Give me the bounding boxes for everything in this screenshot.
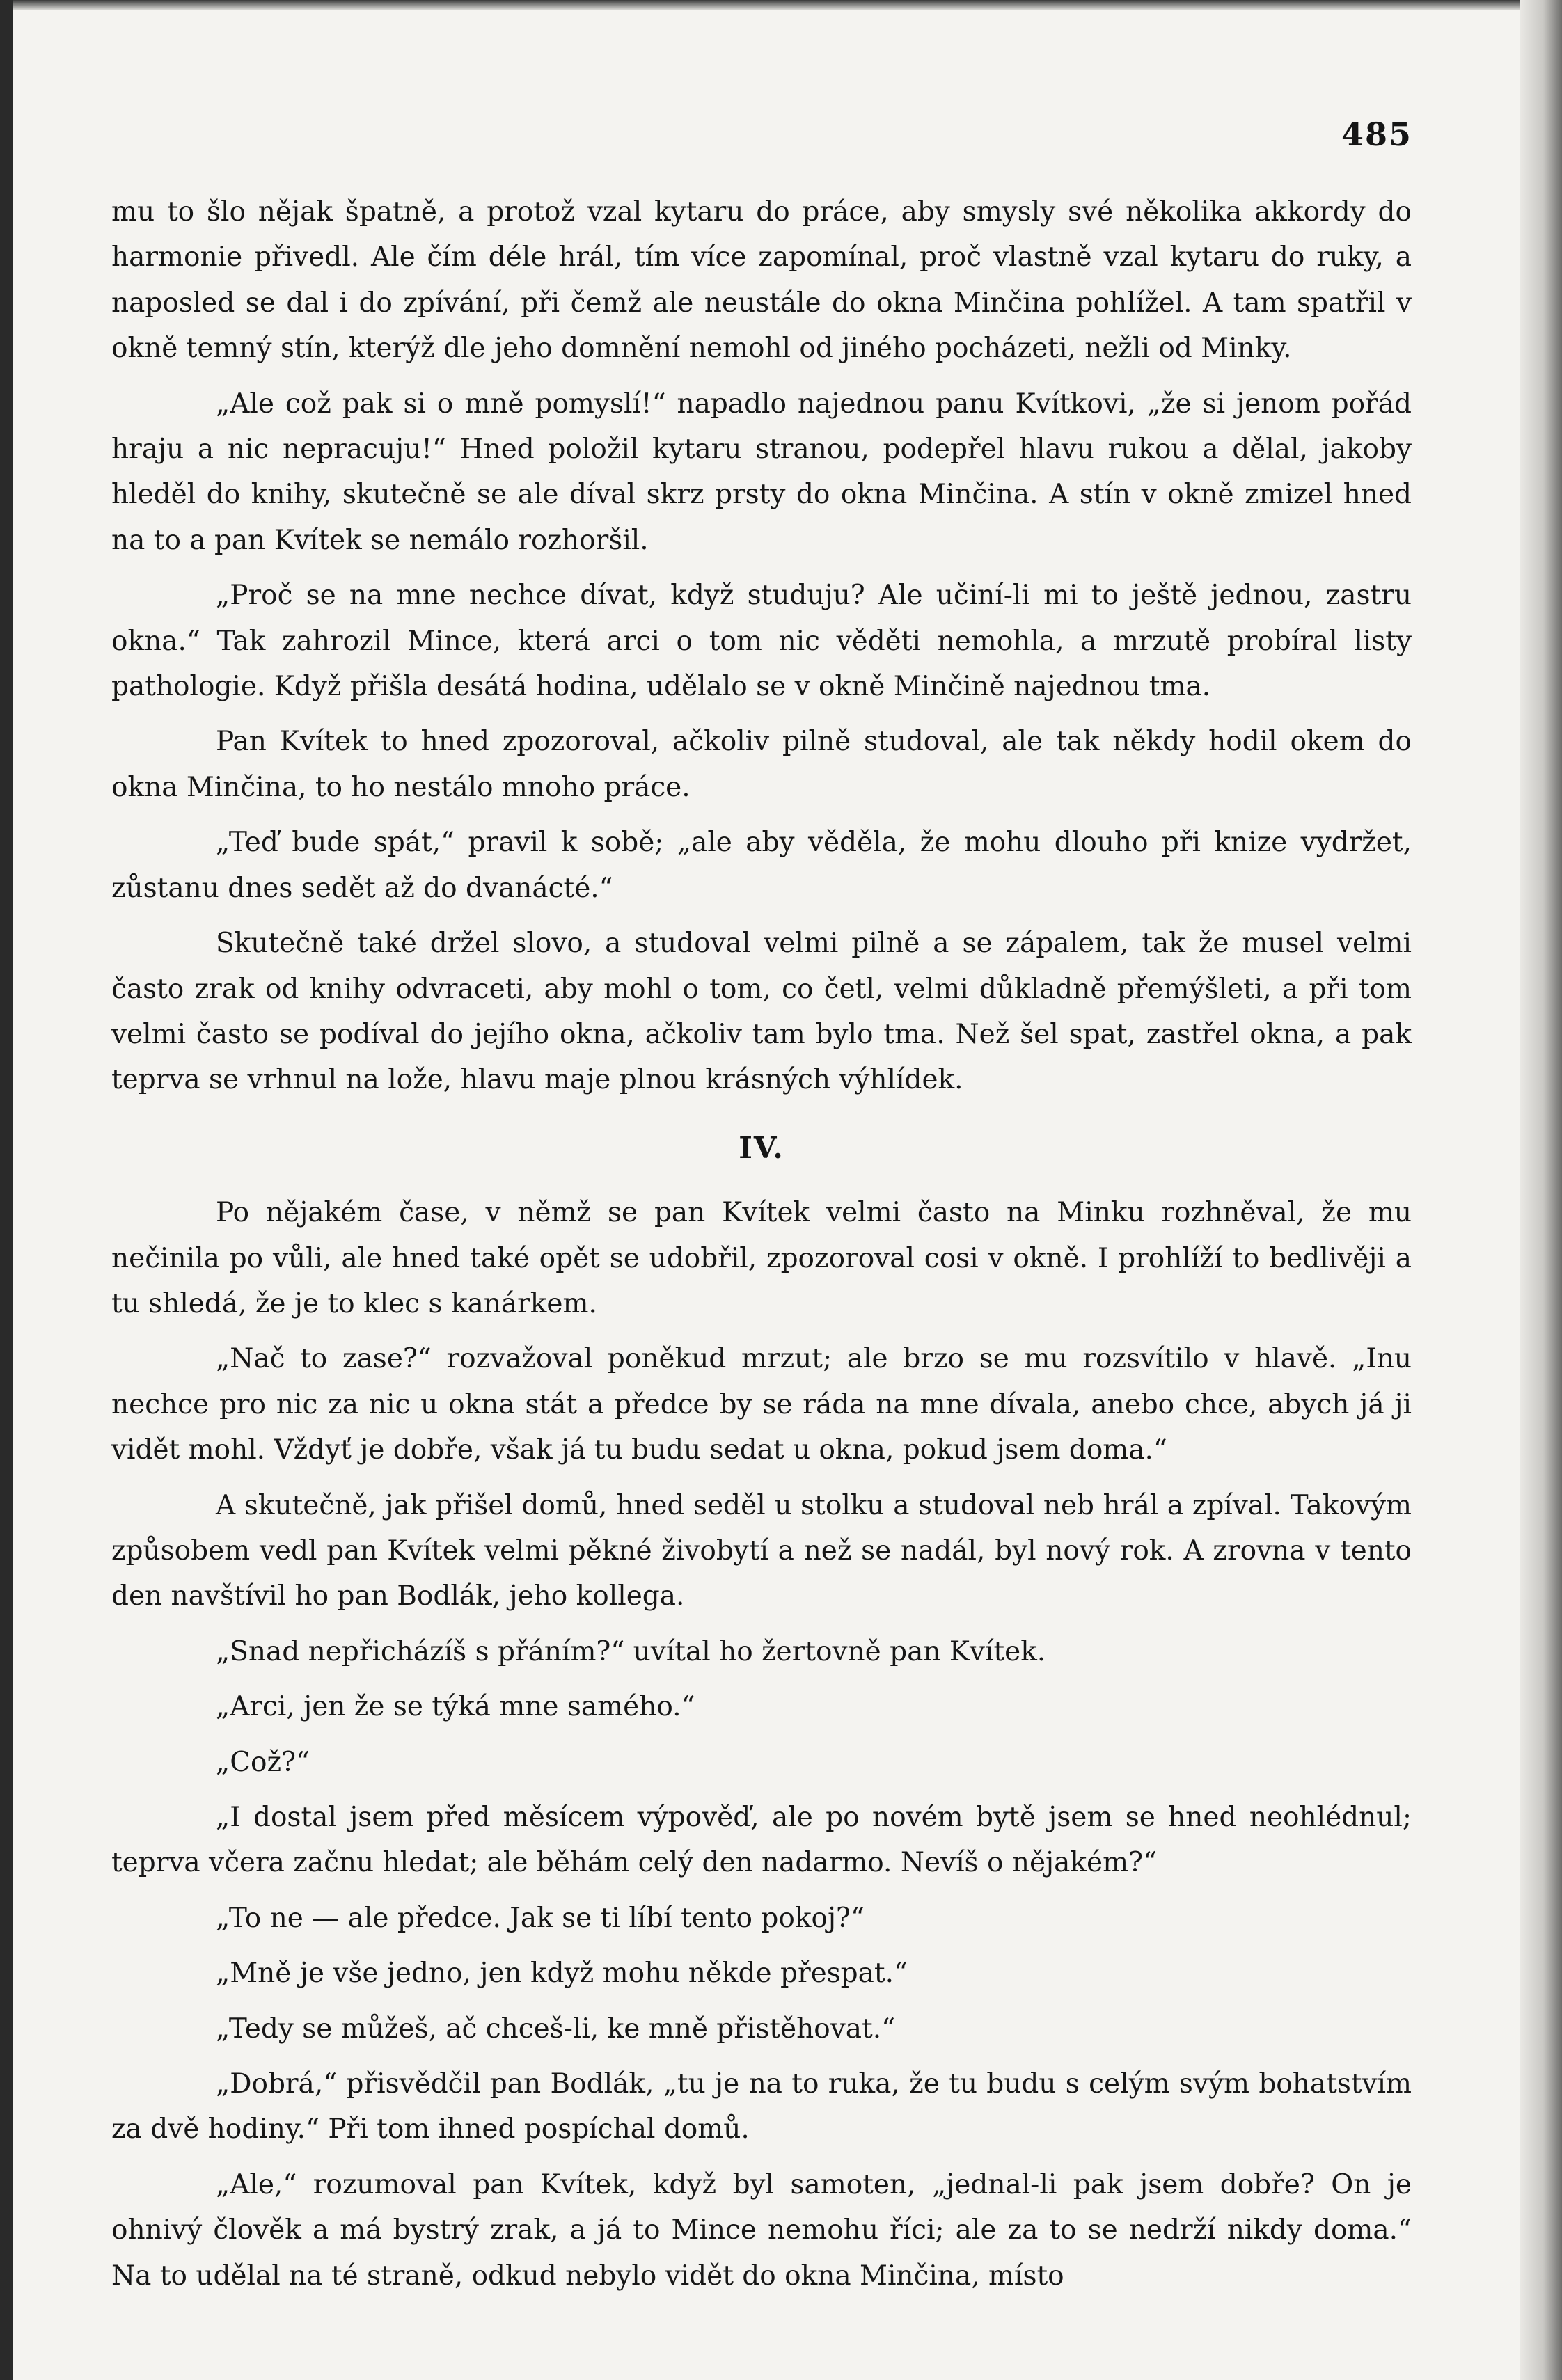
paragraph: „Snad nepřicházíš s přáním?“ uvítal ho žertovně pan Kvítek.	[216, 1635, 1046, 1667]
paragraph: „Mně je vše jedno, jen když mohu někde přespat.“	[216, 1958, 908, 1990]
paragraph: „Tedy se můžeš, ač chceš-li, ke mně přistěhovat.“	[216, 2013, 896, 2045]
text-part-2	[111, 1190, 1412, 2299]
scan-border-right	[1520, 0, 1562, 2380]
paragraph: „Ale,“ rozumoval pan Kvítek, když byl samoten, „jednal-li pak jsem dobře? On je ohnivý člověk a má bystrý zrak, a já to Mince nemohu říci; ale za to se nedrží nikdy doma.“ Na to udělal na té straně, odkud nebylo vidět do okna Minčina, místo	[111, 2168, 1412, 2292]
paragraph: Po nějakém čase, v němž se pan Kvítek velmi často na Minku rozhněval, že mu nečinila po vůli, ale hned také opět se udobřil, zpozoroval cosi v okně. I prohlíží to bedlivěji a tu shledá, že je to klec s kanárkem.	[111, 1197, 1412, 1319]
paragraph: „Teď bude spát,“ pravil k sobě; „ale aby věděla, že mohu dlouho při knize vydržet, zůstanu dnes sedět až do dvanácté.“	[111, 827, 1412, 904]
paragraph: Pan Kvítek to hned zpozoroval, ačkoliv pilně studoval, ale tak někdy hodil okem do okna Minčina, to ho nestálo mnoho práce.	[111, 726, 1412, 803]
paragraph: „I dostal jsem před měsícem výpověď, ale po novém bytě jsem se hned neohlédnul; teprva včera začnu hledat; ale běhám celý den nadarmo. Nevíš o nějakém?“	[111, 1802, 1412, 1879]
paragraph: „Nač to zase?“ rozvažoval poněkud mrzut; ale brzo se mu rozsvítilo v hlavě. „Inu nechce pro nic za nic u okna stát a předce by se ráda na mne dívala, anebo chce, abych já ji vidět mohl. Vždyť je dobře, však já tu budu sedat u okna, pokud jsem doma.“	[111, 1343, 1412, 1466]
paragraph: Skutečně také držel slovo, a studoval velmi pilně a se zápalem, tak že musel velmi často zrak od knihy odvraceti, aby mohl o tom, co četl, velmi důkladně přemýšleti, a při tom velmi často se podíval do jejího okna, ačkoliv tam bylo tma. Než šel spat, zastřel okna, a pak teprva se vrhnul na lože, hlavu maje plnou krásných výhlídek.	[111, 928, 1412, 1096]
paragraph: mu to šlo nějak špatně, a protož vzal kytaru do práce, aby smysly své několika akkordy do harmonie přivedl. Ale čím déle hrál, tím více zapomínal, proč vlastně vzal kytaru do ruky, a naposled se dal i do zpívání, při čemž ale neustále do okna Minčina pohlížel. A tam spatřil v okně temný stín, kterýž dle jeho domnění nemohl od jiného pocházeti, nežli od Minky.	[111, 196, 1412, 365]
paragraph: A skutečně, jak přišel domů, hned seděl u stolku a studoval neb hrál a zpíval. Takovým způsobem vedl pan Kvítek velmi pěkné živobytí a než se nadál, byl nový rok. A zrovna v tento den navštívil ho pan Bodlák, jeho kollega.	[111, 1489, 1412, 1612]
text-part-1	[111, 189, 1412, 1103]
paragraph: „Což?“	[216, 1746, 310, 1778]
scan-border-top	[0, 0, 1562, 10]
body-text	[111, 189, 1412, 2299]
paragraph: „Dobrá,“ přisvědčil pan Bodlák, „tu je na to ruka, že tu budu s celým svým bohatstvím za dvě hodiny.“ Při tom ihned pospíchal domů.	[111, 2068, 1412, 2145]
page-number: 485	[1341, 116, 1412, 153]
paragraph: „Arci, jen že se týká mne samého.“	[216, 1691, 695, 1723]
paragraph: „Proč se na mne nechce dívat, když studuju? Ale učiní-li mi to ještě jednou, zastru okna.“ Tak zahrozil Mince, která arci o tom nic věděti nemohla, a mrzutě probíral listy pathologie. Když přišla desátá hodina, udělalo se v okně Minčině najednou tma.	[111, 580, 1412, 703]
scan-border-left	[0, 0, 13, 2380]
section-heading: IV.	[739, 1130, 784, 1165]
paragraph: „To ne — ale předce. Jak se ti líbí tento pokoj?“	[216, 1902, 865, 1934]
paragraph: „Ale což pak si o mně pomyslí!“ napadlo najednou panu Kvítkovi, „že si jenom pořád hraju a nic nepracuju!“ Hned položil kytaru stranou, podepřel hlavu rukou a dělal, jakoby hleděl do knihy, skutečně se ale díval skrz prsty do okna Minčina. A stín v okně zmizel hned na to a pan Kvítek se nemálo rozhoršil.	[111, 388, 1412, 556]
